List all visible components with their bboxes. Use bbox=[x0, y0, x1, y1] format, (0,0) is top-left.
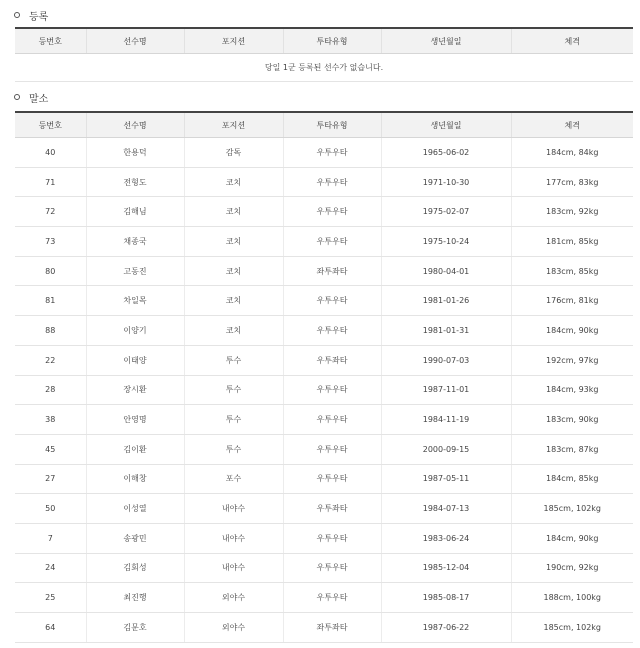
player-bat-throw: 우투우타 bbox=[283, 197, 381, 227]
player-name: 최진행 bbox=[86, 583, 184, 613]
deregistered-section-heading bbox=[0, 88, 640, 106]
player-position: 투수 bbox=[184, 434, 283, 464]
player-number: 38 bbox=[15, 405, 86, 435]
player-birthdate: 1987-06-22 bbox=[381, 613, 511, 643]
player-birthdate: 1984-07-13 bbox=[381, 494, 511, 524]
player-birthdate: 1980-04-01 bbox=[381, 256, 511, 286]
player-position: 내야수 bbox=[184, 553, 283, 583]
player-physique: 181cm, 85kg bbox=[511, 227, 633, 257]
player-physique: 192cm, 97kg bbox=[511, 345, 633, 375]
column-header-name: 선수명 bbox=[86, 28, 184, 54]
player-number: 24 bbox=[15, 553, 86, 583]
player-position: 내야수 bbox=[184, 494, 283, 524]
player-number: 7 bbox=[15, 523, 86, 553]
player-bat-throw: 우투우타 bbox=[283, 316, 381, 346]
player-bat-throw: 우투좌타 bbox=[283, 345, 381, 375]
player-bat-throw: 우투우타 bbox=[283, 405, 381, 435]
player-position: 코치 bbox=[184, 286, 283, 316]
player-position: 코치 bbox=[184, 167, 283, 197]
player-bat-throw: 우투우타 bbox=[283, 227, 381, 257]
player-bat-throw: 우투우타 bbox=[283, 167, 381, 197]
player-number: 45 bbox=[15, 434, 86, 464]
player-number: 64 bbox=[15, 613, 86, 643]
player-name: 차일목 bbox=[86, 286, 184, 316]
player-bat-throw: 우투우타 bbox=[283, 286, 381, 316]
player-name: 채종국 bbox=[86, 227, 184, 257]
player-number: 71 bbox=[15, 167, 86, 197]
player-position: 외야수 bbox=[184, 613, 283, 643]
player-physique: 188cm, 100kg bbox=[511, 583, 633, 613]
player-position: 코치 bbox=[184, 227, 283, 257]
player-physique: 184cm, 85kg bbox=[511, 464, 633, 494]
player-birthdate: 1985-12-04 bbox=[381, 553, 511, 583]
player-position: 투수 bbox=[184, 375, 283, 405]
column-header-name: 선수명 bbox=[86, 112, 184, 138]
column-header-physique: 체격 bbox=[511, 28, 633, 54]
deregistered-players-table bbox=[15, 111, 633, 643]
table-row bbox=[15, 613, 633, 643]
player-birthdate: 1985-08-17 bbox=[381, 583, 511, 613]
player-birthdate: 1983-06-24 bbox=[381, 523, 511, 553]
table-row bbox=[15, 256, 633, 286]
player-physique: 183cm, 92kg bbox=[511, 197, 633, 227]
player-physique: 184cm, 84kg bbox=[511, 138, 633, 168]
player-birthdate: 1990-07-03 bbox=[381, 345, 511, 375]
player-physique: 183cm, 87kg bbox=[511, 434, 633, 464]
registered-section-heading bbox=[0, 6, 640, 24]
player-name: 이태양 bbox=[86, 345, 184, 375]
player-position: 코치 bbox=[184, 256, 283, 286]
table-row bbox=[15, 375, 633, 405]
player-number: 80 bbox=[15, 256, 86, 286]
table-row bbox=[15, 553, 633, 583]
player-physique: 184cm, 93kg bbox=[511, 375, 633, 405]
player-bat-throw: 우투우타 bbox=[283, 523, 381, 553]
table-row bbox=[15, 316, 633, 346]
table-row bbox=[15, 523, 633, 553]
table-row bbox=[15, 405, 633, 435]
table-header-row bbox=[15, 112, 633, 138]
table-header-row bbox=[15, 28, 633, 54]
player-physique: 183cm, 85kg bbox=[511, 256, 633, 286]
player-number: 27 bbox=[15, 464, 86, 494]
player-birthdate: 1975-02-07 bbox=[381, 197, 511, 227]
player-number: 22 bbox=[15, 345, 86, 375]
player-bat-throw: 우투우타 bbox=[283, 464, 381, 494]
player-name: 안영명 bbox=[86, 405, 184, 435]
player-name: 이성열 bbox=[86, 494, 184, 524]
player-name: 김이환 bbox=[86, 434, 184, 464]
player-physique: 184cm, 90kg bbox=[511, 316, 633, 346]
player-physique: 183cm, 90kg bbox=[511, 405, 633, 435]
empty-message: 당일 1군 등록된 선수가 없습니다. bbox=[15, 54, 633, 82]
table-row bbox=[15, 286, 633, 316]
column-header-position: 포지션 bbox=[184, 28, 283, 54]
player-name: 송광민 bbox=[86, 523, 184, 553]
player-bat-throw: 우투우타 bbox=[283, 375, 381, 405]
player-bat-throw: 우투우타 bbox=[283, 434, 381, 464]
player-position: 투수 bbox=[184, 405, 283, 435]
player-bat-throw: 우투우타 bbox=[283, 583, 381, 613]
player-birthdate: 1971-10-30 bbox=[381, 167, 511, 197]
player-bat-throw: 우투우타 bbox=[283, 553, 381, 583]
column-header-birthdate: 생년월일 bbox=[381, 112, 511, 138]
player-name: 이해창 bbox=[86, 464, 184, 494]
player-bat-throw: 좌투좌타 bbox=[283, 613, 381, 643]
player-number: 73 bbox=[15, 227, 86, 257]
player-number: 25 bbox=[15, 583, 86, 613]
player-bat-throw: 우투우타 bbox=[283, 138, 381, 168]
player-birthdate: 2000-09-15 bbox=[381, 434, 511, 464]
table-row bbox=[15, 583, 633, 613]
player-name: 전형도 bbox=[86, 167, 184, 197]
table-row bbox=[15, 167, 633, 197]
player-number: 88 bbox=[15, 316, 86, 346]
player-number: 72 bbox=[15, 197, 86, 227]
player-physique: 184cm, 90kg bbox=[511, 523, 633, 553]
player-physique: 190cm, 92kg bbox=[511, 553, 633, 583]
player-name: 김문호 bbox=[86, 613, 184, 643]
player-name: 김해님 bbox=[86, 197, 184, 227]
player-position: 포수 bbox=[184, 464, 283, 494]
player-birthdate: 1965-06-02 bbox=[381, 138, 511, 168]
player-bat-throw: 우투좌타 bbox=[283, 494, 381, 524]
player-number: 50 bbox=[15, 494, 86, 524]
player-birthdate: 1984-11-19 bbox=[381, 405, 511, 435]
player-physique: 185cm, 102kg bbox=[511, 494, 633, 524]
player-birthdate: 1981-01-26 bbox=[381, 286, 511, 316]
table-row bbox=[15, 138, 633, 168]
table-row bbox=[15, 345, 633, 375]
table-row bbox=[15, 494, 633, 524]
player-position: 내야수 bbox=[184, 523, 283, 553]
player-birthdate: 1981-01-31 bbox=[381, 316, 511, 346]
registered-players-table bbox=[15, 27, 633, 82]
player-name: 장시환 bbox=[86, 375, 184, 405]
column-header-number: 등번호 bbox=[15, 28, 86, 54]
player-physique: 176cm, 81kg bbox=[511, 286, 633, 316]
player-position: 투수 bbox=[184, 345, 283, 375]
player-name: 고동진 bbox=[86, 256, 184, 286]
player-birthdate: 1987-11-01 bbox=[381, 375, 511, 405]
circle-bullet-icon bbox=[14, 94, 20, 100]
table-row bbox=[15, 197, 633, 227]
column-header-bat-throw: 투타유형 bbox=[283, 112, 381, 138]
player-name: 한용덕 bbox=[86, 138, 184, 168]
column-header-bat-throw: 투타유형 bbox=[283, 28, 381, 54]
player-name: 김회성 bbox=[86, 553, 184, 583]
player-birthdate: 1987-05-11 bbox=[381, 464, 511, 494]
player-position: 코치 bbox=[184, 197, 283, 227]
circle-bullet-icon bbox=[14, 12, 20, 18]
player-number: 40 bbox=[15, 138, 86, 168]
column-header-number: 등번호 bbox=[15, 112, 86, 138]
player-position: 감독 bbox=[184, 138, 283, 168]
column-header-position: 포지션 bbox=[184, 112, 283, 138]
player-number: 28 bbox=[15, 375, 86, 405]
column-header-birthdate: 생년월일 bbox=[381, 28, 511, 54]
player-birthdate: 1975-10-24 bbox=[381, 227, 511, 257]
column-header-physique: 체격 bbox=[511, 112, 633, 138]
player-name: 이양기 bbox=[86, 316, 184, 346]
player-number: 81 bbox=[15, 286, 86, 316]
player-physique: 185cm, 102kg bbox=[511, 613, 633, 643]
player-position: 코치 bbox=[184, 316, 283, 346]
empty-row bbox=[15, 54, 633, 82]
table-row bbox=[15, 464, 633, 494]
table-row bbox=[15, 227, 633, 257]
deregistered-section-title: 말소 bbox=[29, 93, 49, 105]
table-row bbox=[15, 434, 633, 464]
player-position: 외야수 bbox=[184, 583, 283, 613]
player-bat-throw: 좌투좌타 bbox=[283, 256, 381, 286]
player-physique: 177cm, 83kg bbox=[511, 167, 633, 197]
registered-section-title: 등록 bbox=[29, 11, 49, 23]
